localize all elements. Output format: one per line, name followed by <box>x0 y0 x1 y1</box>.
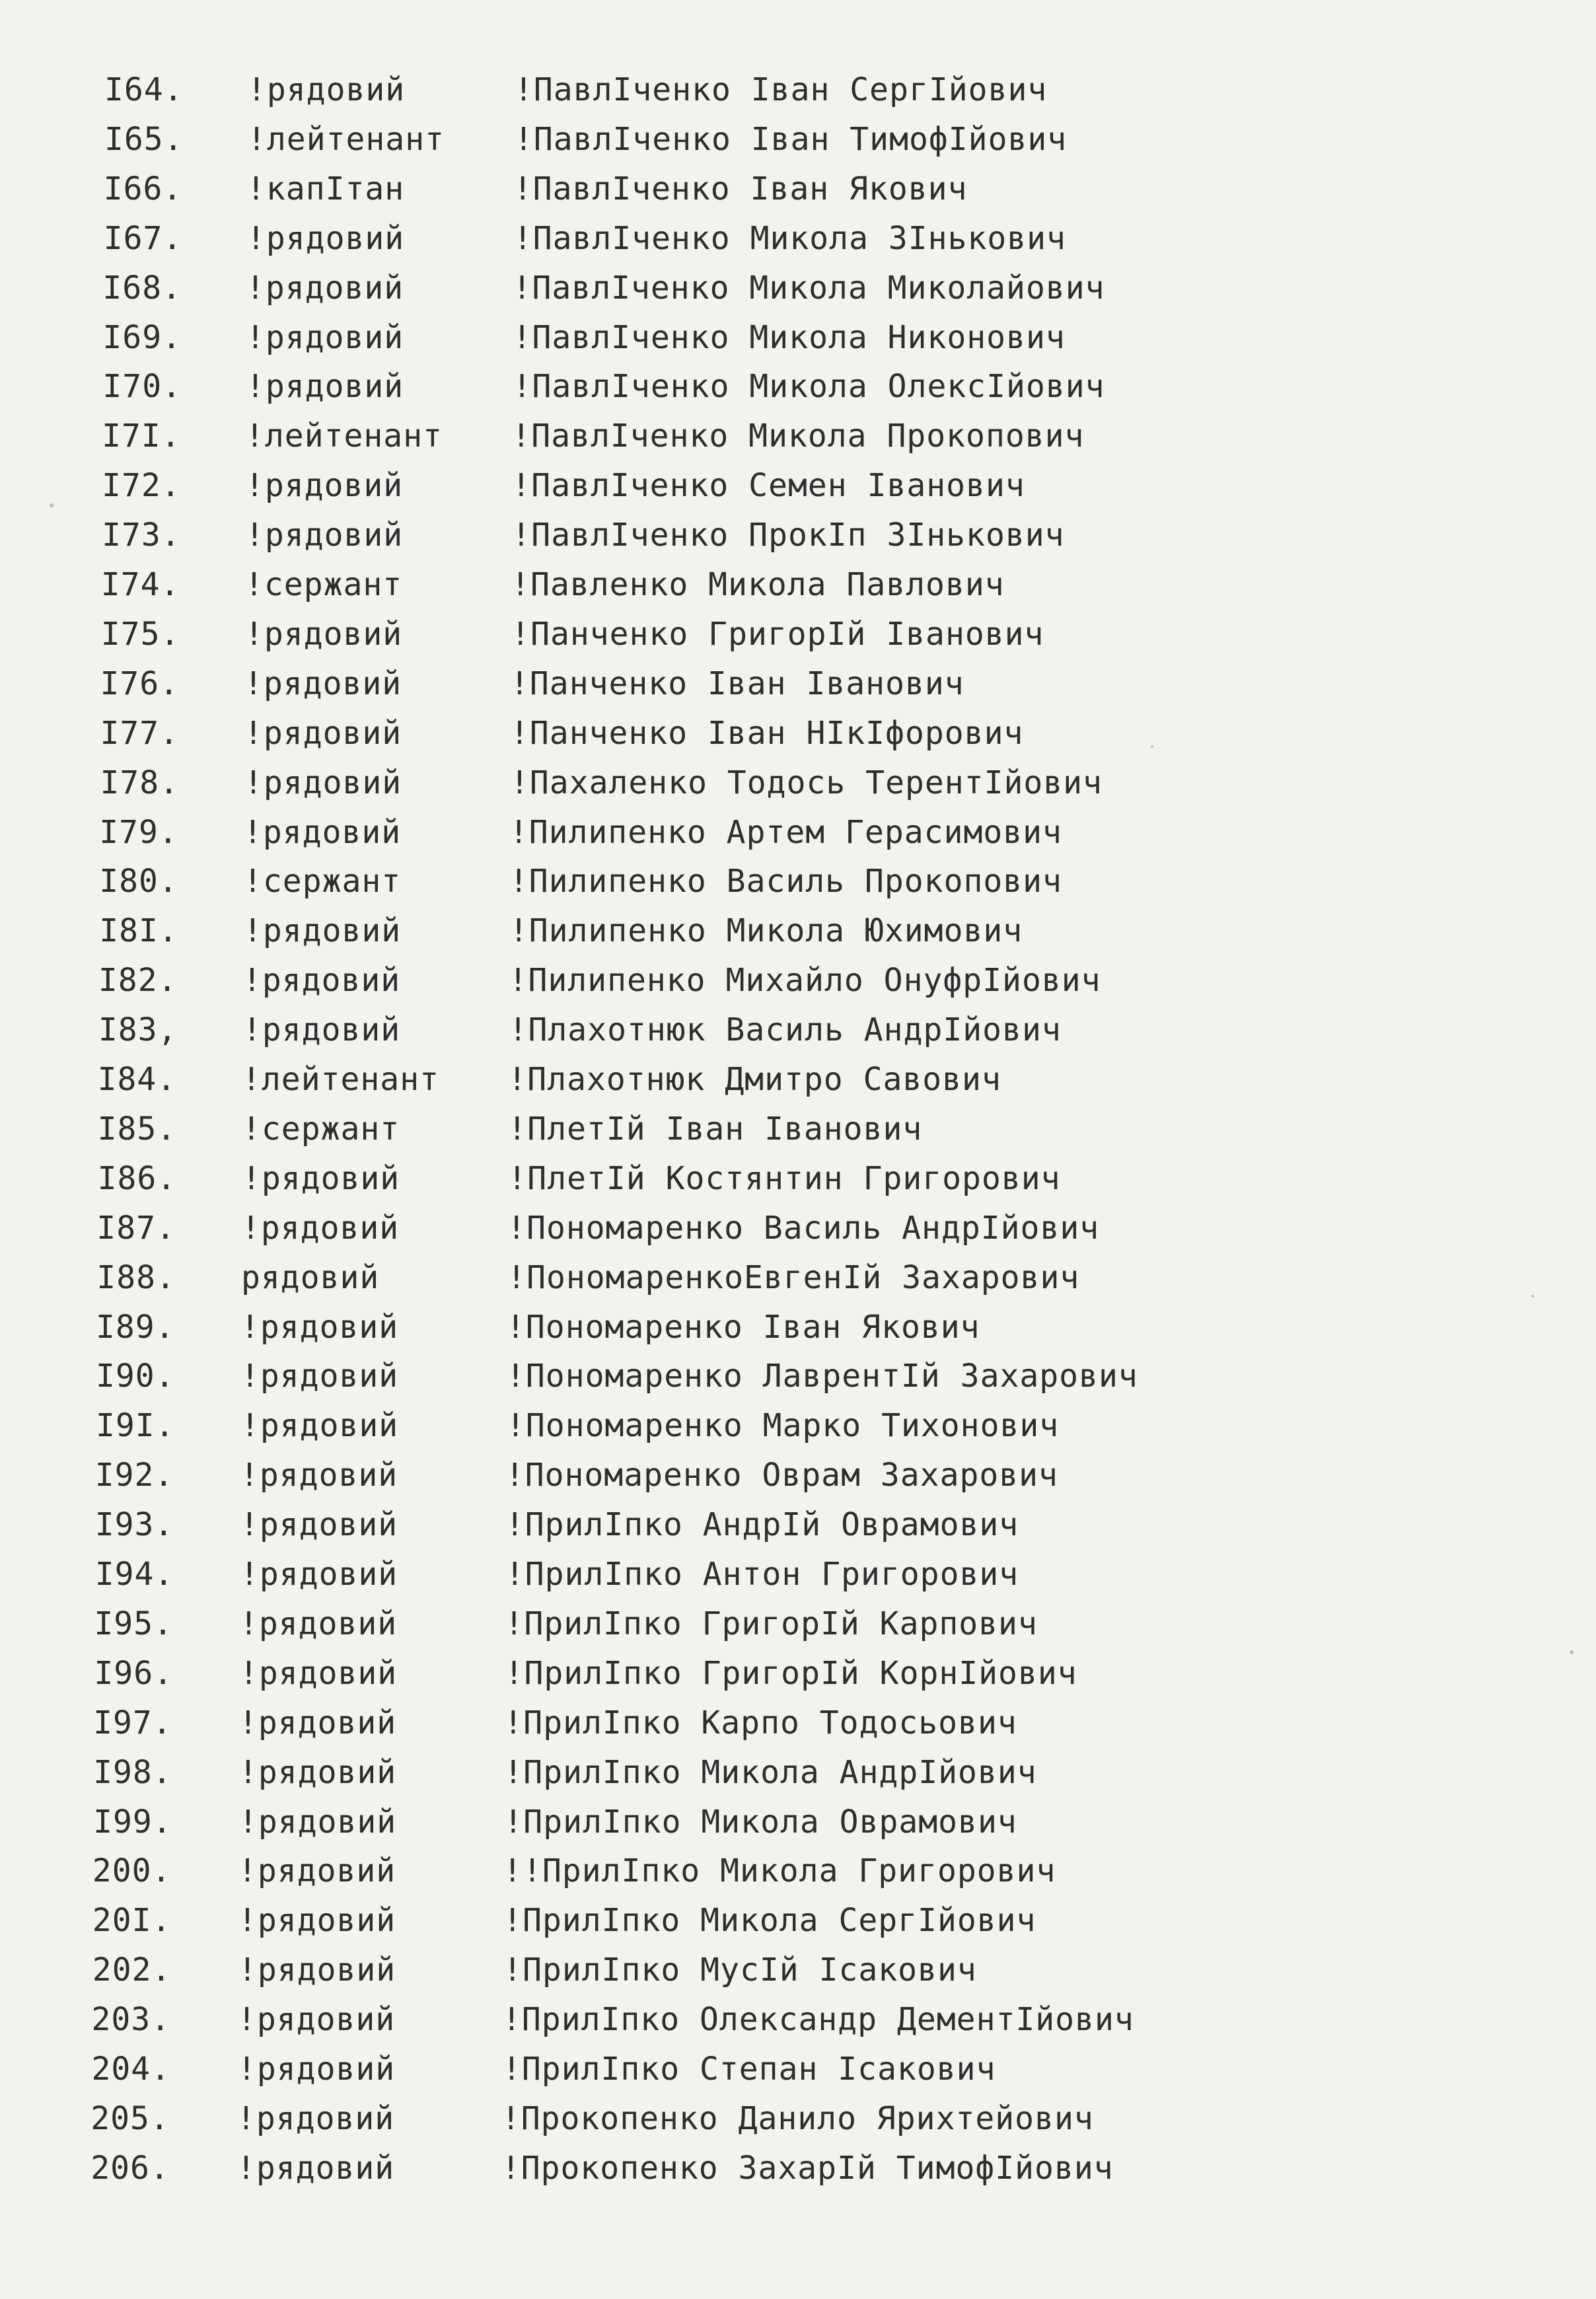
full-name: !Плахотнюк Дмитро Савович <box>507 1061 1001 1098</box>
record-number: I78. <box>100 764 180 801</box>
list-item <box>0 65 1596 115</box>
military-rank: !рядовий <box>242 962 401 999</box>
military-rank: !рядовий <box>240 1309 399 1346</box>
list-item <box>0 1549 1596 1599</box>
military-rank: !рядовий <box>246 220 405 257</box>
list-item <box>0 1203 1596 1253</box>
record-number: I70. <box>102 368 182 405</box>
list-item <box>0 361 1596 412</box>
full-name: !Пономаренко Марко Тихонович <box>506 1407 1060 1444</box>
list-item <box>0 1153 1596 1204</box>
record-number: 204. <box>91 2051 171 2088</box>
military-rank: !капІтан <box>246 170 405 207</box>
list-item <box>0 1747 1596 1798</box>
record-number: I97. <box>93 1704 172 1741</box>
full-name: !ПономаренкоЕвгенІй Захарович <box>507 1259 1080 1296</box>
full-name: !ПрилІпко Степан Ісакович <box>502 2051 996 2088</box>
military-rank: !рядовий <box>242 1160 400 1197</box>
list-item <box>0 1104 1596 1154</box>
military-rank: !рядовий <box>238 1952 396 1989</box>
full-name: !Пилипенко Микола Юхимович <box>509 912 1023 949</box>
military-rank: !лейтенант <box>247 121 445 158</box>
military-rank: !сержант <box>243 863 402 900</box>
full-name: !Панченко Іван НІкІфорович <box>510 715 1024 752</box>
list-item <box>0 2044 1596 2094</box>
list-item <box>0 1351 1596 1401</box>
list-item <box>0 213 1596 264</box>
list-item <box>0 263 1596 313</box>
list-item <box>0 1895 1596 1946</box>
military-rank: !сержант <box>242 1111 400 1148</box>
military-rank: !рядовий <box>240 1457 398 1494</box>
record-number: I98. <box>93 1754 172 1791</box>
record-number: I95. <box>94 1605 173 1642</box>
record-number: I72. <box>102 467 181 504</box>
military-rank: !рядовий <box>239 1605 398 1642</box>
record-number: I74. <box>100 566 180 603</box>
military-rank: !рядовий <box>238 1902 396 1939</box>
military-rank: !рядовий <box>238 1852 396 1889</box>
record-number: I65. <box>104 121 184 158</box>
record-number: 205. <box>91 2100 170 2137</box>
military-rank: !рядовий <box>244 715 402 752</box>
list-item <box>0 758 1596 808</box>
list-item <box>0 955 1596 1005</box>
military-rank: !рядовий <box>245 467 404 504</box>
military-rank: !рядовий <box>240 1556 398 1593</box>
list-item <box>0 1500 1596 1550</box>
full-name: !ПрилІпко Микола Оврамович <box>503 1804 1017 1841</box>
military-rank: !лейтенант <box>245 418 443 455</box>
record-number: I80. <box>99 863 178 900</box>
full-name: !Павленко Микола Павлович <box>511 566 1005 603</box>
military-rank: !рядовий <box>241 1210 400 1247</box>
military-rank: !рядовий <box>239 1655 398 1692</box>
military-rank: !рядовий <box>238 1754 397 1791</box>
record-number: 200. <box>92 1852 172 1889</box>
record-number: I79. <box>99 814 178 851</box>
military-rank: !рядовий <box>238 1704 397 1741</box>
full-name: !ПрилІпко Микола СергІйович <box>503 1902 1036 1939</box>
military-rank: !рядовий <box>246 319 404 356</box>
military-rank: !рядовий <box>243 814 402 851</box>
full-name: !ПрилІпко Карпо Тодосьович <box>503 1704 1017 1741</box>
record-number: I85. <box>97 1111 177 1148</box>
military-rank: !рядовий <box>243 912 402 949</box>
list-item <box>0 114 1596 164</box>
full-name: !ПрилІпко ГригорІй КорнІйович <box>504 1655 1077 1692</box>
list-item <box>0 1945 1596 1995</box>
full-name: !Пономаренко Василь АндрІйович <box>507 1210 1100 1247</box>
list-item <box>0 1253 1596 1303</box>
full-name: !Панченко Іван Іванович <box>510 665 964 702</box>
full-name: !ПавлІченко Іван Якович <box>513 170 968 207</box>
full-name: !ПавлІченко Микола Прокопович <box>511 418 1085 455</box>
full-name: !ПавлІченко Микола ЗІнькович <box>513 220 1066 257</box>
record-number: I93. <box>94 1506 174 1543</box>
record-number: I92. <box>94 1457 174 1494</box>
list-item <box>0 906 1596 956</box>
record-number: I83, <box>98 1011 178 1048</box>
military-rank: !рядовий <box>244 764 402 801</box>
full-name: !Прокопенко ЗахарІй ТимофІйович <box>501 2150 1114 2187</box>
list-item <box>0 1994 1596 2045</box>
list-item <box>0 609 1596 659</box>
military-rank: !рядовий <box>246 368 404 405</box>
military-rank: !рядовий <box>242 1011 401 1048</box>
full-name: !ПрилІпко АндрІй Оврамович <box>505 1506 1019 1543</box>
military-rank: !рядовий <box>237 2001 396 2038</box>
military-rank: !рядовий <box>245 517 404 554</box>
military-rank: !рядовий <box>244 665 402 702</box>
full-name: !ПавлІченко Іван СергІйович <box>514 71 1048 108</box>
military-rank: !рядовий <box>236 2100 395 2137</box>
record-number: I87. <box>96 1210 176 1247</box>
list-item <box>0 312 1596 363</box>
record-number: I75. <box>100 616 180 653</box>
full-name: !ПавлІченко Іван ТимофІйович <box>514 121 1068 158</box>
list-item <box>0 510 1596 560</box>
military-rank: !рядовий <box>237 2051 396 2088</box>
full-name: !ПрилІпко Олександр ДементІйович <box>502 2001 1134 2038</box>
list-item <box>0 1450 1596 1500</box>
list-item <box>0 411 1596 461</box>
military-rank: !рядовий <box>240 1358 399 1395</box>
record-number: I86. <box>97 1160 177 1197</box>
record-number: I66. <box>103 170 183 207</box>
record-number: 20I. <box>92 1902 172 1939</box>
record-number: I90. <box>96 1358 175 1395</box>
record-number: I94. <box>94 1556 174 1593</box>
military-rank: !рядовий <box>236 2150 395 2187</box>
list-item <box>0 2143 1596 2193</box>
full-name: !Пахаленко Тодось ТерентІйович <box>510 764 1103 801</box>
list-item <box>0 460 1596 511</box>
list-item <box>0 1302 1596 1352</box>
full-name: !ПрилІпко ГригорІй Карпович <box>504 1605 1038 1642</box>
full-name: !ПавлІченко Семен Іванович <box>511 467 1025 504</box>
list-item <box>0 560 1596 610</box>
record-number: I8I. <box>99 912 178 949</box>
record-number: I67. <box>103 220 183 257</box>
full-name: !ПлетІй Іван Іванович <box>507 1111 923 1148</box>
full-name: !Пономаренко Оврам Захарович <box>505 1457 1058 1494</box>
record-number: I99. <box>93 1804 172 1841</box>
military-rank: !рядовий <box>240 1506 398 1543</box>
full-name: !Пилипенко Михайло ОнуфрІйович <box>508 962 1101 999</box>
full-name: !Пономаренко ЛаврентІй Захарович <box>506 1358 1138 1395</box>
record-number: I9I. <box>96 1407 175 1444</box>
military-rank: !сержант <box>244 566 403 603</box>
list-item <box>0 1005 1596 1055</box>
full-name: !ПавлІченко Микола ОлексІйович <box>512 368 1105 405</box>
full-name: !ПрилІпко МусІй Ісакович <box>503 1952 977 1989</box>
list-item <box>0 1846 1596 1896</box>
list-item <box>0 1698 1596 1748</box>
full-name: !Пилипенко Артем Герасимович <box>509 814 1062 851</box>
full-name: !Плахотнюк Василь АндрІйович <box>508 1011 1062 1048</box>
record-number: 203. <box>91 2001 171 2038</box>
full-name: !ПавлІченко ПрокІп ЗІнькович <box>511 517 1065 554</box>
list-item <box>0 856 1596 906</box>
list-item <box>0 2094 1596 2144</box>
full-name: !Панченко ГригорІй Іванович <box>511 616 1044 653</box>
record-number: I88. <box>96 1259 176 1296</box>
list-item <box>0 1599 1596 1649</box>
record-number: I96. <box>94 1655 173 1692</box>
full-name: !ПрилІпко Антон Григорович <box>505 1556 1019 1593</box>
full-name: !!ПрилІпко Микола Григорович <box>503 1852 1056 1889</box>
full-name: !Прокопенко Данило Ярихтейович <box>501 2100 1094 2137</box>
list-item <box>0 659 1596 709</box>
record-number: I68. <box>102 270 182 307</box>
record-number: I73. <box>102 517 181 554</box>
full-name: !ПрилІпко Микола АндрІйович <box>503 1754 1037 1791</box>
list-item <box>0 1648 1596 1698</box>
full-name: !ПавлІченко Микола Миколайович <box>512 270 1105 307</box>
full-name: !Пономаренко Іван Якович <box>506 1309 980 1346</box>
record-number: I77. <box>100 715 180 752</box>
list-item <box>0 708 1596 758</box>
list-item <box>0 807 1596 858</box>
record-number: I76. <box>100 665 180 702</box>
military-rank: !лейтенант <box>242 1061 439 1098</box>
record-number: 206. <box>91 2150 170 2187</box>
list-item <box>0 1054 1596 1105</box>
military-rank: !рядовий <box>247 71 406 108</box>
record-number: I84. <box>97 1061 177 1098</box>
list-item <box>0 1797 1596 1847</box>
military-rank: !рядовий <box>246 270 404 307</box>
list-item <box>0 1401 1596 1451</box>
record-number: I69. <box>102 319 182 356</box>
full-name: !ПлетІй Костянтин Григорович <box>507 1160 1061 1197</box>
full-name: !ПавлІченко Микола Никонович <box>512 319 1066 356</box>
military-rank: !рядовий <box>244 616 403 653</box>
military-rank: рядовий <box>241 1259 380 1296</box>
full-name: !Пилипенко Василь Прокопович <box>509 863 1062 900</box>
record-number: I7I. <box>102 418 181 455</box>
list-item <box>0 164 1596 214</box>
record-number: I82. <box>98 962 178 999</box>
record-number: I64. <box>104 71 184 108</box>
record-number: I89. <box>96 1309 175 1346</box>
record-number: 202. <box>92 1952 172 1989</box>
military-rank: !рядовий <box>240 1407 399 1444</box>
military-rank: !рядовий <box>238 1804 397 1841</box>
